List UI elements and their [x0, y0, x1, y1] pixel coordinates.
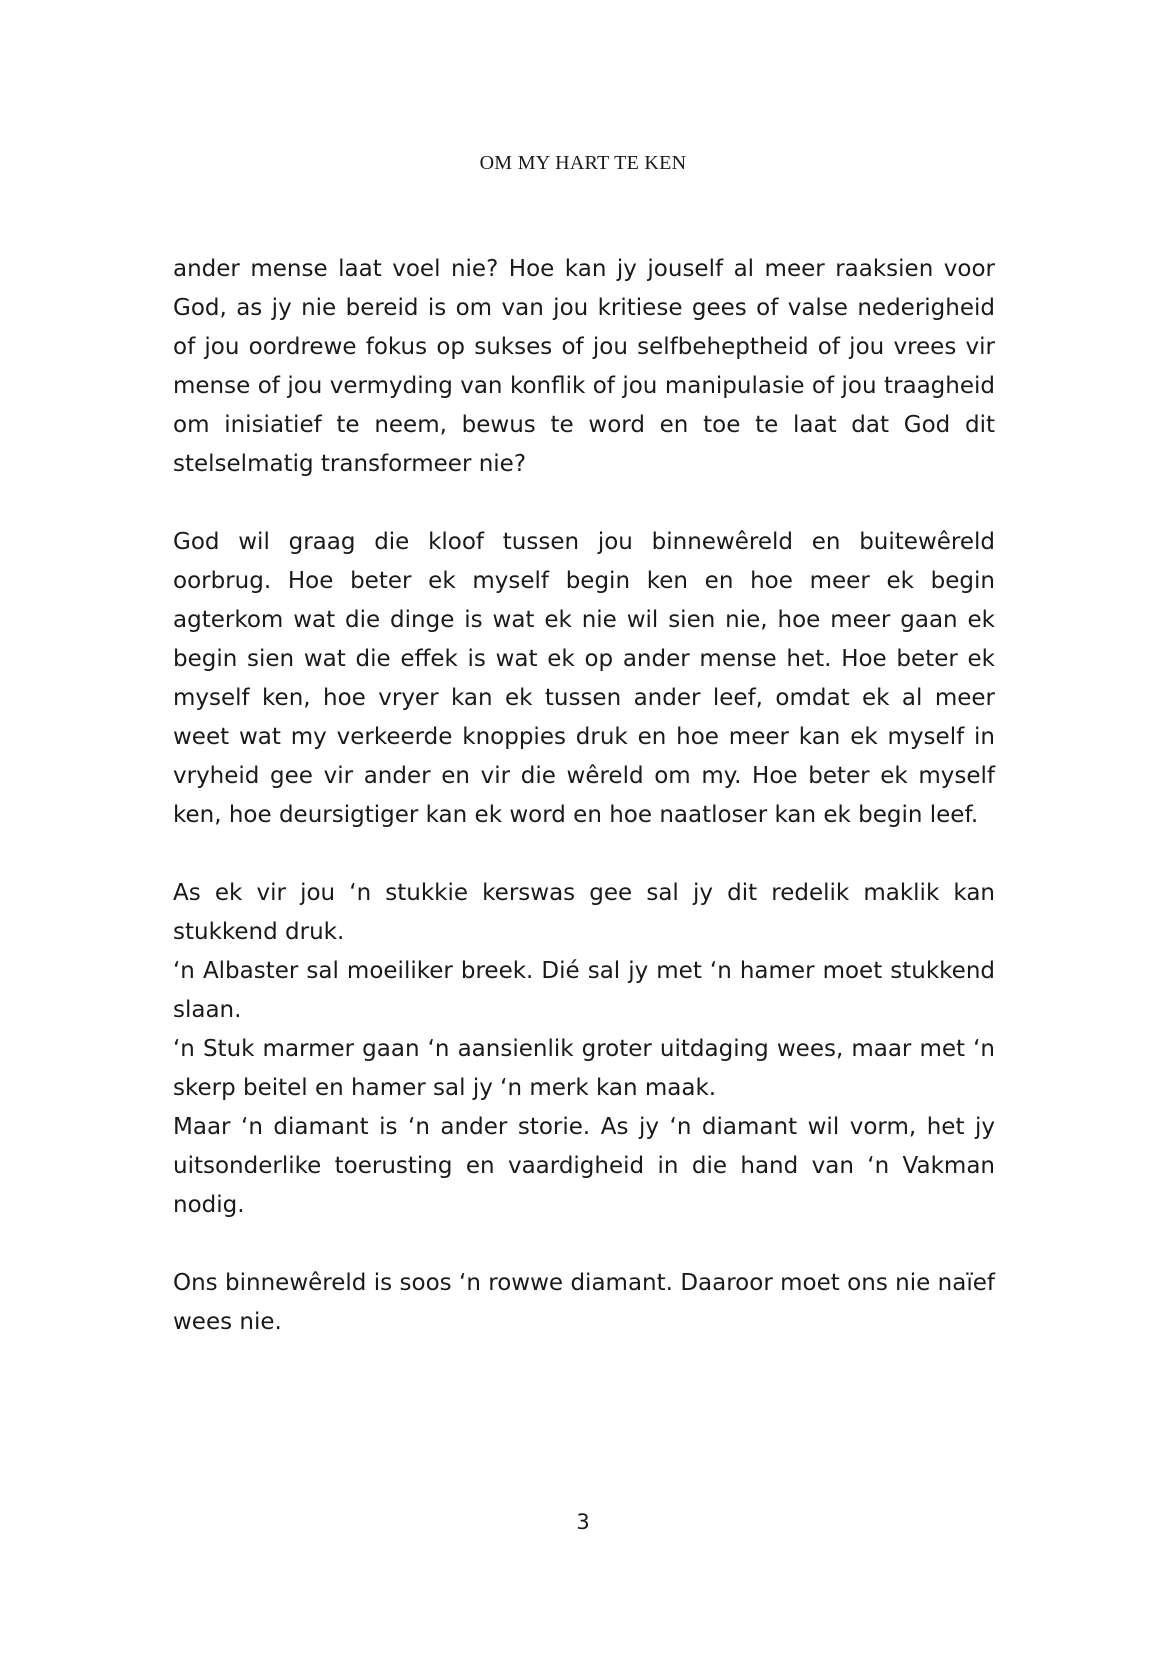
paragraph-2: God wil graag die kloof tussen jou binnewêreld en buitewêreld oorbrug. Hoe beter ek myself begin ken en hoe meer ek begin agterkom wat die dinge is wat ek nie wil sien nie, hoe meer gaan ek begin sien wat die effek is wat ek op ander mense het. Hoe beter ek myself ken, hoe vryer kan ek tussen ander leef, omdat ek al meer weet wat my verkeerde knoppies druk en hoe meer kan ek myself in vryheid gee vir ander en vir die wêreld om my. Hoe beter ek myself ken, hoe deursigtiger kan ek word en hoe naatloser kan ek begin leef. — [173, 529, 995, 828]
analogy-line-diamond: Maar ‘n diamant is ‘n ander storie. As jy ‘n diamant wil vorm, het jy uitsonderlike toerusting en vaardigheid in die hand van ‘n Vakman nodig. — [173, 1114, 995, 1218]
page-number: 3 — [576, 1510, 590, 1534]
analogy-line-marble: ‘n Stuk marmer gaan ‘n aansienlik groter uitdaging wees, maar met ‘n skerp beitel en hamer sal jy ‘n merk kan maak. — [173, 1036, 995, 1101]
closing-paragraph: Ons binnewêreld is soos ‘n rowwe diamant. Daaroor moet ons nie naïef wees nie. — [173, 1270, 995, 1335]
analogy-line-wax: As ek vir jou ‘n stukkie kerswas gee sal jy dit redelik maklik kan stukkend druk. — [173, 880, 995, 945]
stone-analogy — [173, 874, 995, 1225]
analogy-line-alabaster: ‘n Albaster sal moeiliker breek. Dié sal jy met ‘n hamer moet stukkend slaan. — [173, 958, 995, 1023]
paragraph-1: ander mense laat voel nie? Hoe kan jy jouself al meer raaksien voor God, as jy nie bereid is om van jou kritiese gees of valse nederigheid of jou oordrewe fokus op sukses of jou selfbeheptheid of jou vrees vir mense of jou vermyding van konflik of jou manipulasie of jou traagheid om inisiatief te neem, bewus te word en toe te laat dat God dit stelselmatig transformeer nie? — [173, 256, 995, 477]
body-text — [173, 250, 995, 1381]
running-header: OM MY HART TE KEN — [479, 152, 687, 174]
